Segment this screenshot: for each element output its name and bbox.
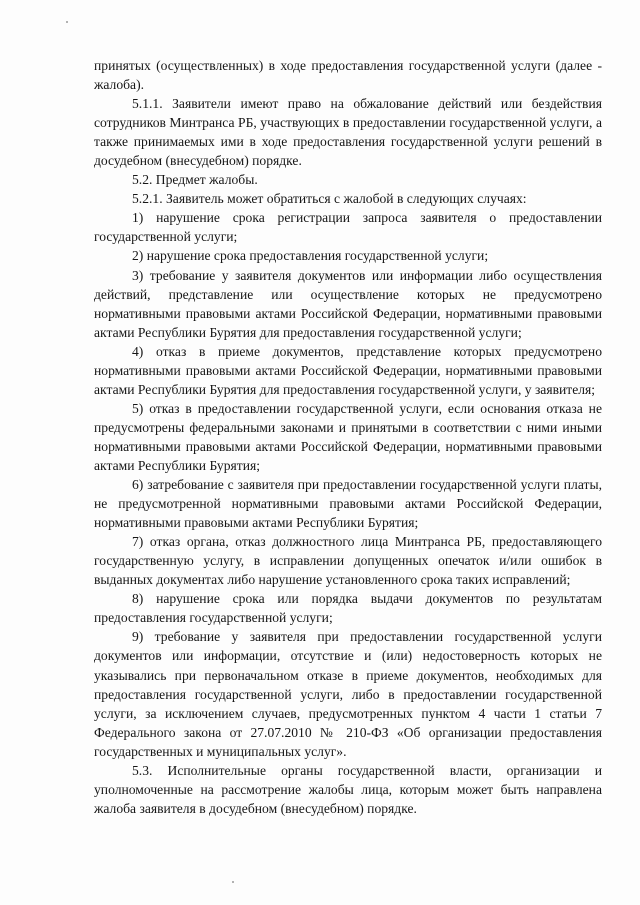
list-item-2: 2) нарушение срока предоставления государственной услуги; xyxy=(132,248,489,264)
scan-speck xyxy=(66,21,68,23)
scan-speck xyxy=(232,881,234,883)
paragraph-5-2-1: 5.2.1. Заявитель может обратиться с жалобой в следующих случаях: xyxy=(132,191,527,207)
list-item-7: 7) отказ органа, отказ должностного лица Минтранса РБ, предоставляющего государственную услугу, в исправлении допущенных опечаток и/или ошибок в выданных документах либо нарушение установленного срока таких исправлений; xyxy=(94,534,602,588)
list-item-1: 1) нарушение срока регистрации запроса заявителя о предоставлении государственной услуги; xyxy=(94,210,602,245)
list-item-9: 9) требование у заявителя при предоставлении государственной услуги документов или информации, отсутствие и (или) недостоверность которых не указывались при первоначальном отказе в приеме документов, необходимых для предоставления государственной услуги, либо в предоставлении государственной услуги, за исключением случаев, предусмотренных пунктом 4 части 1 статьи 7 Федерального закона от 27.07.2010 № 210-ФЗ «Об организации предоставления государственных и муниципальных услуг». xyxy=(94,629,602,759)
paragraph-5-1-1: 5.1.1. Заявители имеют право на обжалование действий или бездействия сотрудников Минтранса РБ, участвующих в предоставлении государственной услуги, а также принимаемых ими в ходе предоставления государственной услуги решений в досудебном (внесудебном) порядке. xyxy=(94,96,602,169)
list-item-3: 3) требование у заявителя документов или информации либо осуществления действий, представление или осуществление которых не предусмотрено нормативными правовыми актами Российской Федерации, нормативными правовыми актами Республики Бурятия для предоставления государственной услуги; xyxy=(94,267,602,340)
list-item-8: 8) нарушение срока или порядка выдачи документов по результатам предоставления государственной услуги; xyxy=(94,591,602,626)
list-item-5: 5) отказ в предоставлении государственной услуги, если основания отказа не предусмотрены федеральными законами и принятыми в соответствии с ними иными нормативными правовыми актами Российской Федерации, нормативными правовыми актами Республики Бурятия; xyxy=(94,400,602,473)
paragraph-continuation: принятых (осуществленных) в ходе предоставления государственной услуги (далее - жалоба). xyxy=(94,58,602,93)
section-heading-5-2: 5.2. Предмет жалобы. xyxy=(132,172,258,188)
list-item-6: 6) затребование с заявителя при предоставлении государственной услуги платы, не предусмотренной нормативными правовыми актами Российской Федерации, нормативными правовыми актами Республики Бурятия; xyxy=(94,477,602,531)
list-item-4: 4) отказ в приеме документов, представление которых предусмотрено нормативными правовыми актами Российской Федерации, нормативными правовыми актами Республики Бурятия для предоставления государственной услуги, у заявителя; xyxy=(94,343,602,397)
body-text xyxy=(94,56,602,818)
paragraph-5-3: 5.3. Исполнительные органы государственной власти, организации и уполномоченные на рассмотрение жалобы лица, которым может быть направлена жалоба заявителя в досудебном (внесудебном) порядке. xyxy=(94,762,602,816)
